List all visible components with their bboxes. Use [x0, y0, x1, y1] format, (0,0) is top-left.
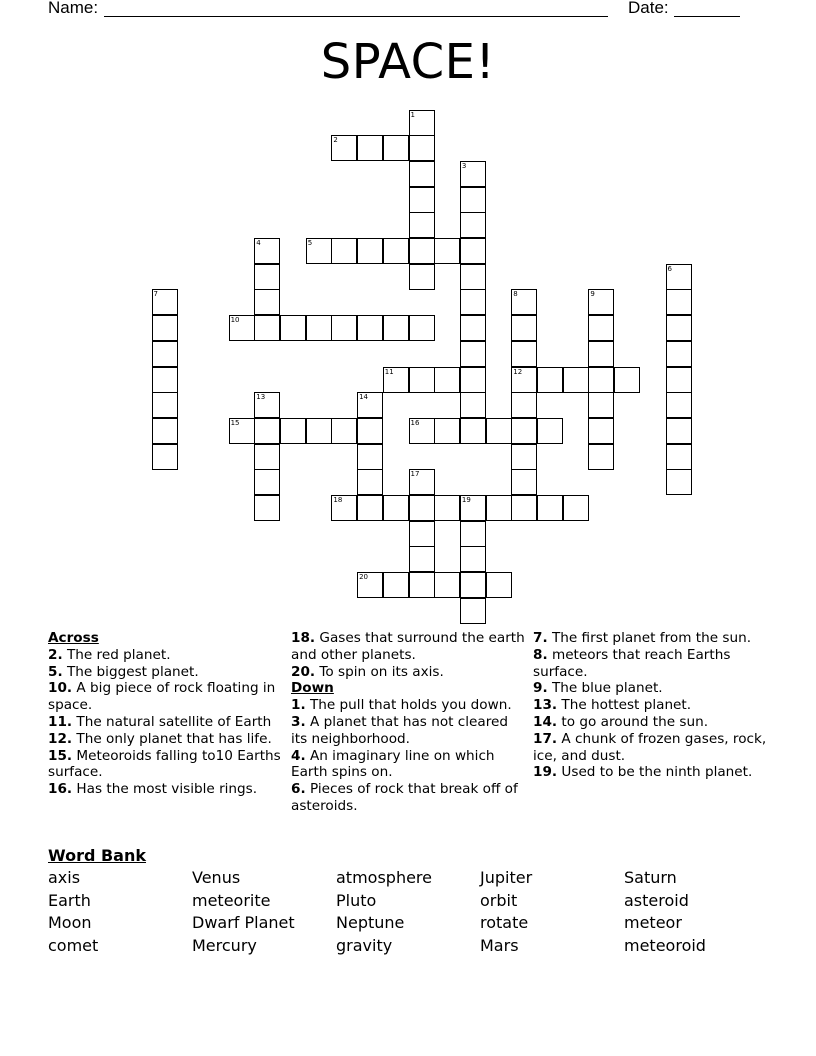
grid-cell[interactable]: [434, 238, 460, 264]
grid-cell[interactable]: [383, 135, 409, 161]
grid-cell[interactable]: [254, 392, 280, 418]
word-bank-item: gravity: [336, 935, 393, 955]
grid-cell[interactable]: [280, 315, 306, 341]
clue-number: 17: [410, 470, 420, 479]
grid-cell[interactable]: [434, 367, 460, 393]
grid-cell[interactable]: [511, 469, 537, 495]
grid-cell[interactable]: [460, 392, 486, 418]
clue: [533, 697, 768, 714]
grid-cell[interactable]: [460, 315, 486, 341]
grid-cell[interactable]: [254, 418, 280, 444]
grid-cell[interactable]: [152, 392, 178, 418]
grid-cell[interactable]: [331, 418, 357, 444]
clue: [291, 630, 526, 664]
grid-cell[interactable]: [460, 367, 486, 393]
clue-number: 15: [230, 418, 240, 427]
grid-cell[interactable]: [588, 418, 614, 444]
grid-cell[interactable]: [383, 367, 409, 393]
clue: [533, 764, 768, 781]
clue: [291, 697, 526, 714]
word-bank-item: asteroid: [624, 890, 689, 910]
grid-cell[interactable]: [588, 367, 614, 393]
clue: [48, 664, 283, 681]
grid-cell[interactable]: [383, 238, 409, 264]
clue-number: 8: [513, 290, 518, 299]
grid-cell[interactable]: [460, 418, 486, 444]
grid-cell[interactable]: [460, 546, 486, 572]
clue-number: 12: [513, 367, 523, 376]
clue: [48, 781, 283, 798]
grid-cell[interactable]: [152, 341, 178, 367]
grid-cell[interactable]: [409, 110, 435, 136]
clue-text: The blue planet.: [547, 680, 663, 697]
grid-cell[interactable]: [331, 495, 357, 521]
word-bank-item: orbit: [480, 890, 518, 910]
grid-cell[interactable]: [511, 392, 537, 418]
word-bank-item: Moon: [48, 913, 92, 933]
clue: [48, 647, 283, 664]
grid-cell[interactable]: [357, 469, 383, 495]
grid-cell[interactable]: [666, 367, 692, 393]
down-clue-list-continued: [533, 630, 768, 781]
word-bank-item: Mars: [480, 935, 519, 955]
clue-number: 19.: [533, 764, 558, 781]
grid-cell[interactable]: [537, 495, 563, 521]
grid-cell[interactable]: [409, 521, 435, 547]
down-heading: Down: [291, 680, 334, 697]
grid-cell[interactable]: [254, 289, 280, 315]
grid-cell[interactable]: [254, 469, 280, 495]
word-bank-item: Neptune: [336, 913, 405, 933]
clue: [533, 630, 768, 647]
grid-cell[interactable]: [486, 495, 512, 521]
grid-cell[interactable]: [511, 367, 537, 393]
clue-number: 7: [153, 290, 158, 299]
clue-number: 6.: [291, 781, 306, 798]
grid-cell[interactable]: [563, 495, 589, 521]
grid-cell[interactable]: [152, 289, 178, 315]
clue-number: 12.: [48, 730, 73, 747]
clue-text: to go around the sun.: [557, 713, 709, 730]
clues-column-2: [291, 630, 526, 815]
clue-number: 2.: [48, 646, 63, 663]
grid-cell[interactable]: [306, 418, 332, 444]
grid-cell[interactable]: [152, 315, 178, 341]
grid-cell[interactable]: [152, 444, 178, 470]
across-clue-list: [48, 647, 283, 798]
grid-cell[interactable]: [331, 315, 357, 341]
grid-cell[interactable]: [666, 392, 692, 418]
clue-text: The only planet that has life.: [72, 730, 272, 747]
clue: [291, 714, 526, 748]
clue-text: The hottest planet.: [557, 697, 692, 714]
clue-number: 19: [461, 496, 471, 504]
grid-cell[interactable]: [409, 212, 435, 238]
grid-cell[interactable]: [434, 418, 460, 444]
clue-text: Meteoroids falling to10 Earths surface.: [48, 747, 281, 781]
grid-cell[interactable]: [254, 315, 280, 341]
clue-text: Pieces of rock that break off of asteroids.: [291, 781, 518, 814]
grid-cell[interactable]: [511, 444, 537, 470]
word-bank-item: Mercury: [192, 935, 257, 955]
grid-cell[interactable]: [409, 495, 435, 521]
grid-cell[interactable]: [331, 135, 357, 161]
clue-number: 3: [461, 161, 467, 170]
across-clue-list-continued: [291, 630, 526, 680]
clue-text: The biggest planet.: [62, 663, 199, 680]
word-bank-item: Dwarf Planet: [192, 913, 295, 933]
grid-cell[interactable]: [306, 315, 332, 341]
down-clue-list: [291, 697, 526, 815]
grid-cell[interactable]: [254, 495, 280, 521]
clue-text: A chunk of frozen gases, rock, ice, and dust.: [533, 730, 767, 764]
grid-cell[interactable]: [254, 238, 280, 264]
clue-number: 16.: [48, 781, 73, 798]
grid-cell[interactable]: [409, 315, 435, 341]
grid-cell[interactable]: [409, 367, 435, 393]
clue-number: 20.: [291, 663, 316, 680]
grid-cell[interactable]: [460, 495, 486, 521]
clue-text: Gases that surround the earth and other planets.: [291, 630, 525, 663]
word-bank-item: Venus: [192, 868, 241, 887]
clue-text: A big piece of rock floating in space.: [48, 680, 276, 714]
grid-cell[interactable]: [357, 135, 383, 161]
word-bank-item: meteor: [624, 913, 682, 933]
grid-cell[interactable]: [666, 264, 692, 290]
word-bank-heading: Word Bank: [48, 846, 147, 865]
grid-cell[interactable]: [666, 444, 692, 470]
clue: [48, 680, 283, 714]
grid-cell[interactable]: [460, 521, 486, 547]
clue-number: 10: [230, 316, 240, 325]
clue-number: 15.: [48, 747, 73, 764]
grid-cell[interactable]: [434, 495, 460, 521]
grid-cell[interactable]: [152, 367, 178, 393]
grid-cell[interactable]: [460, 598, 486, 624]
clue-text: The first planet from the sun.: [547, 630, 752, 646]
grid-cell[interactable]: [511, 315, 537, 341]
word-bank-item: Pluto: [336, 890, 377, 910]
grid-cell[interactable]: [409, 161, 435, 187]
grid-cell[interactable]: [460, 264, 486, 290]
grid-cell[interactable]: [357, 572, 383, 598]
grid-cell[interactable]: [357, 392, 383, 418]
grid-cell[interactable]: [152, 418, 178, 444]
clue-number: 17.: [533, 730, 558, 747]
name-label: Name:: [48, 0, 99, 17]
word-bank-item: Jupiter: [480, 868, 533, 887]
clue: [291, 748, 526, 782]
clue-number: 1.: [291, 697, 306, 714]
grid-cell[interactable]: [383, 495, 409, 521]
grid-cell[interactable]: [254, 264, 280, 290]
clue-number: 4.: [291, 747, 306, 764]
grid-cell[interactable]: [460, 572, 486, 598]
grid-cell[interactable]: [460, 187, 486, 213]
grid-cell[interactable]: [357, 495, 383, 521]
page-title: SPACE!: [320, 34, 496, 90]
grid-cell[interactable]: [229, 418, 255, 444]
grid-cell[interactable]: [563, 367, 589, 393]
clue-number: 4: [256, 239, 261, 247]
grid-cell[interactable]: [409, 418, 435, 444]
clue-text: The pull that holds you down.: [305, 697, 512, 714]
grid-cell[interactable]: [357, 444, 383, 470]
clue-text: An imaginary line on which Earth spins on.: [291, 747, 495, 781]
clue: [48, 714, 283, 731]
grid-cell[interactable]: [409, 546, 435, 572]
grid-cell[interactable]: [409, 238, 435, 264]
word-bank-item: axis: [48, 868, 81, 887]
clue: [291, 781, 526, 815]
clue-number: 16: [410, 418, 420, 427]
grid-cell[interactable]: [666, 289, 692, 315]
clue-number: 13.: [533, 697, 558, 714]
clue: [533, 714, 768, 731]
grid-cell[interactable]: [460, 289, 486, 315]
grid-cell[interactable]: [588, 341, 614, 367]
grid-cell[interactable]: [357, 418, 383, 444]
word-bank-item: comet: [48, 935, 99, 955]
clue-text: Has the most visible rings.: [72, 781, 258, 798]
clue-number: 10.: [48, 680, 73, 697]
grid-cell[interactable]: [511, 341, 537, 367]
word-bank-item: Saturn: [624, 868, 677, 887]
clue-number: 3.: [291, 713, 306, 730]
grid-cell[interactable]: [486, 572, 512, 598]
grid-cell[interactable]: [409, 469, 435, 495]
grid-cell[interactable]: [409, 187, 435, 213]
grid-cell[interactable]: [614, 367, 640, 393]
clue: [533, 731, 768, 765]
clue-number: 11: [384, 367, 394, 376]
clue-number: 14.: [533, 713, 558, 730]
clue-number: 20: [359, 573, 369, 582]
grid-cell[interactable]: [588, 289, 614, 315]
grid-cell[interactable]: [460, 161, 486, 187]
word-bank-item: meteorite: [192, 890, 271, 910]
grid-cell[interactable]: [409, 264, 435, 290]
grid-cell[interactable]: [511, 289, 537, 315]
grid-cell[interactable]: [486, 418, 512, 444]
clue-text: The natural satellite of Earth: [72, 713, 272, 730]
word-bank-item: Earth: [48, 890, 91, 910]
grid-cell[interactable]: [666, 315, 692, 341]
grid-cell[interactable]: [666, 341, 692, 367]
word-bank-item: rotate: [480, 913, 529, 933]
grid-cell[interactable]: [357, 315, 383, 341]
grid-cell[interactable]: [537, 418, 563, 444]
grid-cell[interactable]: [383, 572, 409, 598]
clue-number: 1: [410, 110, 415, 119]
clue: [48, 748, 283, 782]
clue-text: meteors that reach Earths surface.: [533, 646, 731, 680]
clue-number: 2: [333, 136, 338, 145]
grid-cell[interactable]: [409, 572, 435, 598]
grid-cell[interactable]: [511, 418, 537, 444]
clue-number: 8.: [533, 646, 548, 663]
grid-cell[interactable]: [280, 418, 306, 444]
grid-cell[interactable]: [666, 418, 692, 444]
clue: [291, 664, 526, 681]
grid-cell[interactable]: [383, 315, 409, 341]
grid-cell[interactable]: [460, 212, 486, 238]
grid-cell[interactable]: [434, 572, 460, 598]
grid-cell[interactable]: [331, 238, 357, 264]
clue-number: 7.: [533, 630, 548, 646]
grid-cell[interactable]: [588, 392, 614, 418]
grid-cell[interactable]: [511, 495, 537, 521]
clue-number: 14: [359, 393, 369, 402]
clue: [533, 680, 768, 697]
grid-cell[interactable]: [460, 238, 486, 264]
clue-text: To spin on its axis.: [315, 663, 444, 680]
clue-number: 5: [307, 239, 313, 247]
grid-cell[interactable]: [254, 444, 280, 470]
grid-cell[interactable]: [409, 135, 435, 161]
clues-column-1: [48, 630, 283, 798]
across-heading: Across: [48, 630, 99, 646]
clue: [48, 731, 283, 748]
clue-number: 11.: [48, 713, 73, 730]
clue: [533, 647, 768, 681]
grid-cell[interactable]: [229, 315, 255, 341]
clue-number: 5.: [48, 663, 63, 680]
grid-cell[interactable]: [357, 238, 383, 264]
word-bank-item: atmosphere: [336, 868, 432, 887]
grid-cell[interactable]: [588, 444, 614, 470]
clue-number: 18: [333, 496, 343, 504]
clue-text: Used to be the ninth planet.: [557, 764, 753, 781]
grid-cell[interactable]: [537, 367, 563, 393]
date-label: Date:: [628, 0, 669, 17]
clues-column-3: [533, 630, 768, 781]
clue-text: The red planet.: [62, 646, 171, 663]
clue-number: 9: [590, 290, 595, 299]
word-bank: [48, 867, 768, 957]
clue-text: A planet that has not cleared its neighborhood.: [291, 713, 509, 747]
grid-cell[interactable]: [666, 469, 692, 495]
grid-cell[interactable]: [460, 341, 486, 367]
grid-cell[interactable]: [588, 315, 614, 341]
clue-number: 13: [256, 393, 266, 402]
word-bank-item: meteoroid: [624, 935, 706, 955]
clue-number: 6: [667, 264, 672, 273]
clue-number: 9.: [533, 680, 548, 697]
grid-cell[interactable]: [306, 238, 332, 264]
clue-number: 18.: [291, 630, 316, 646]
